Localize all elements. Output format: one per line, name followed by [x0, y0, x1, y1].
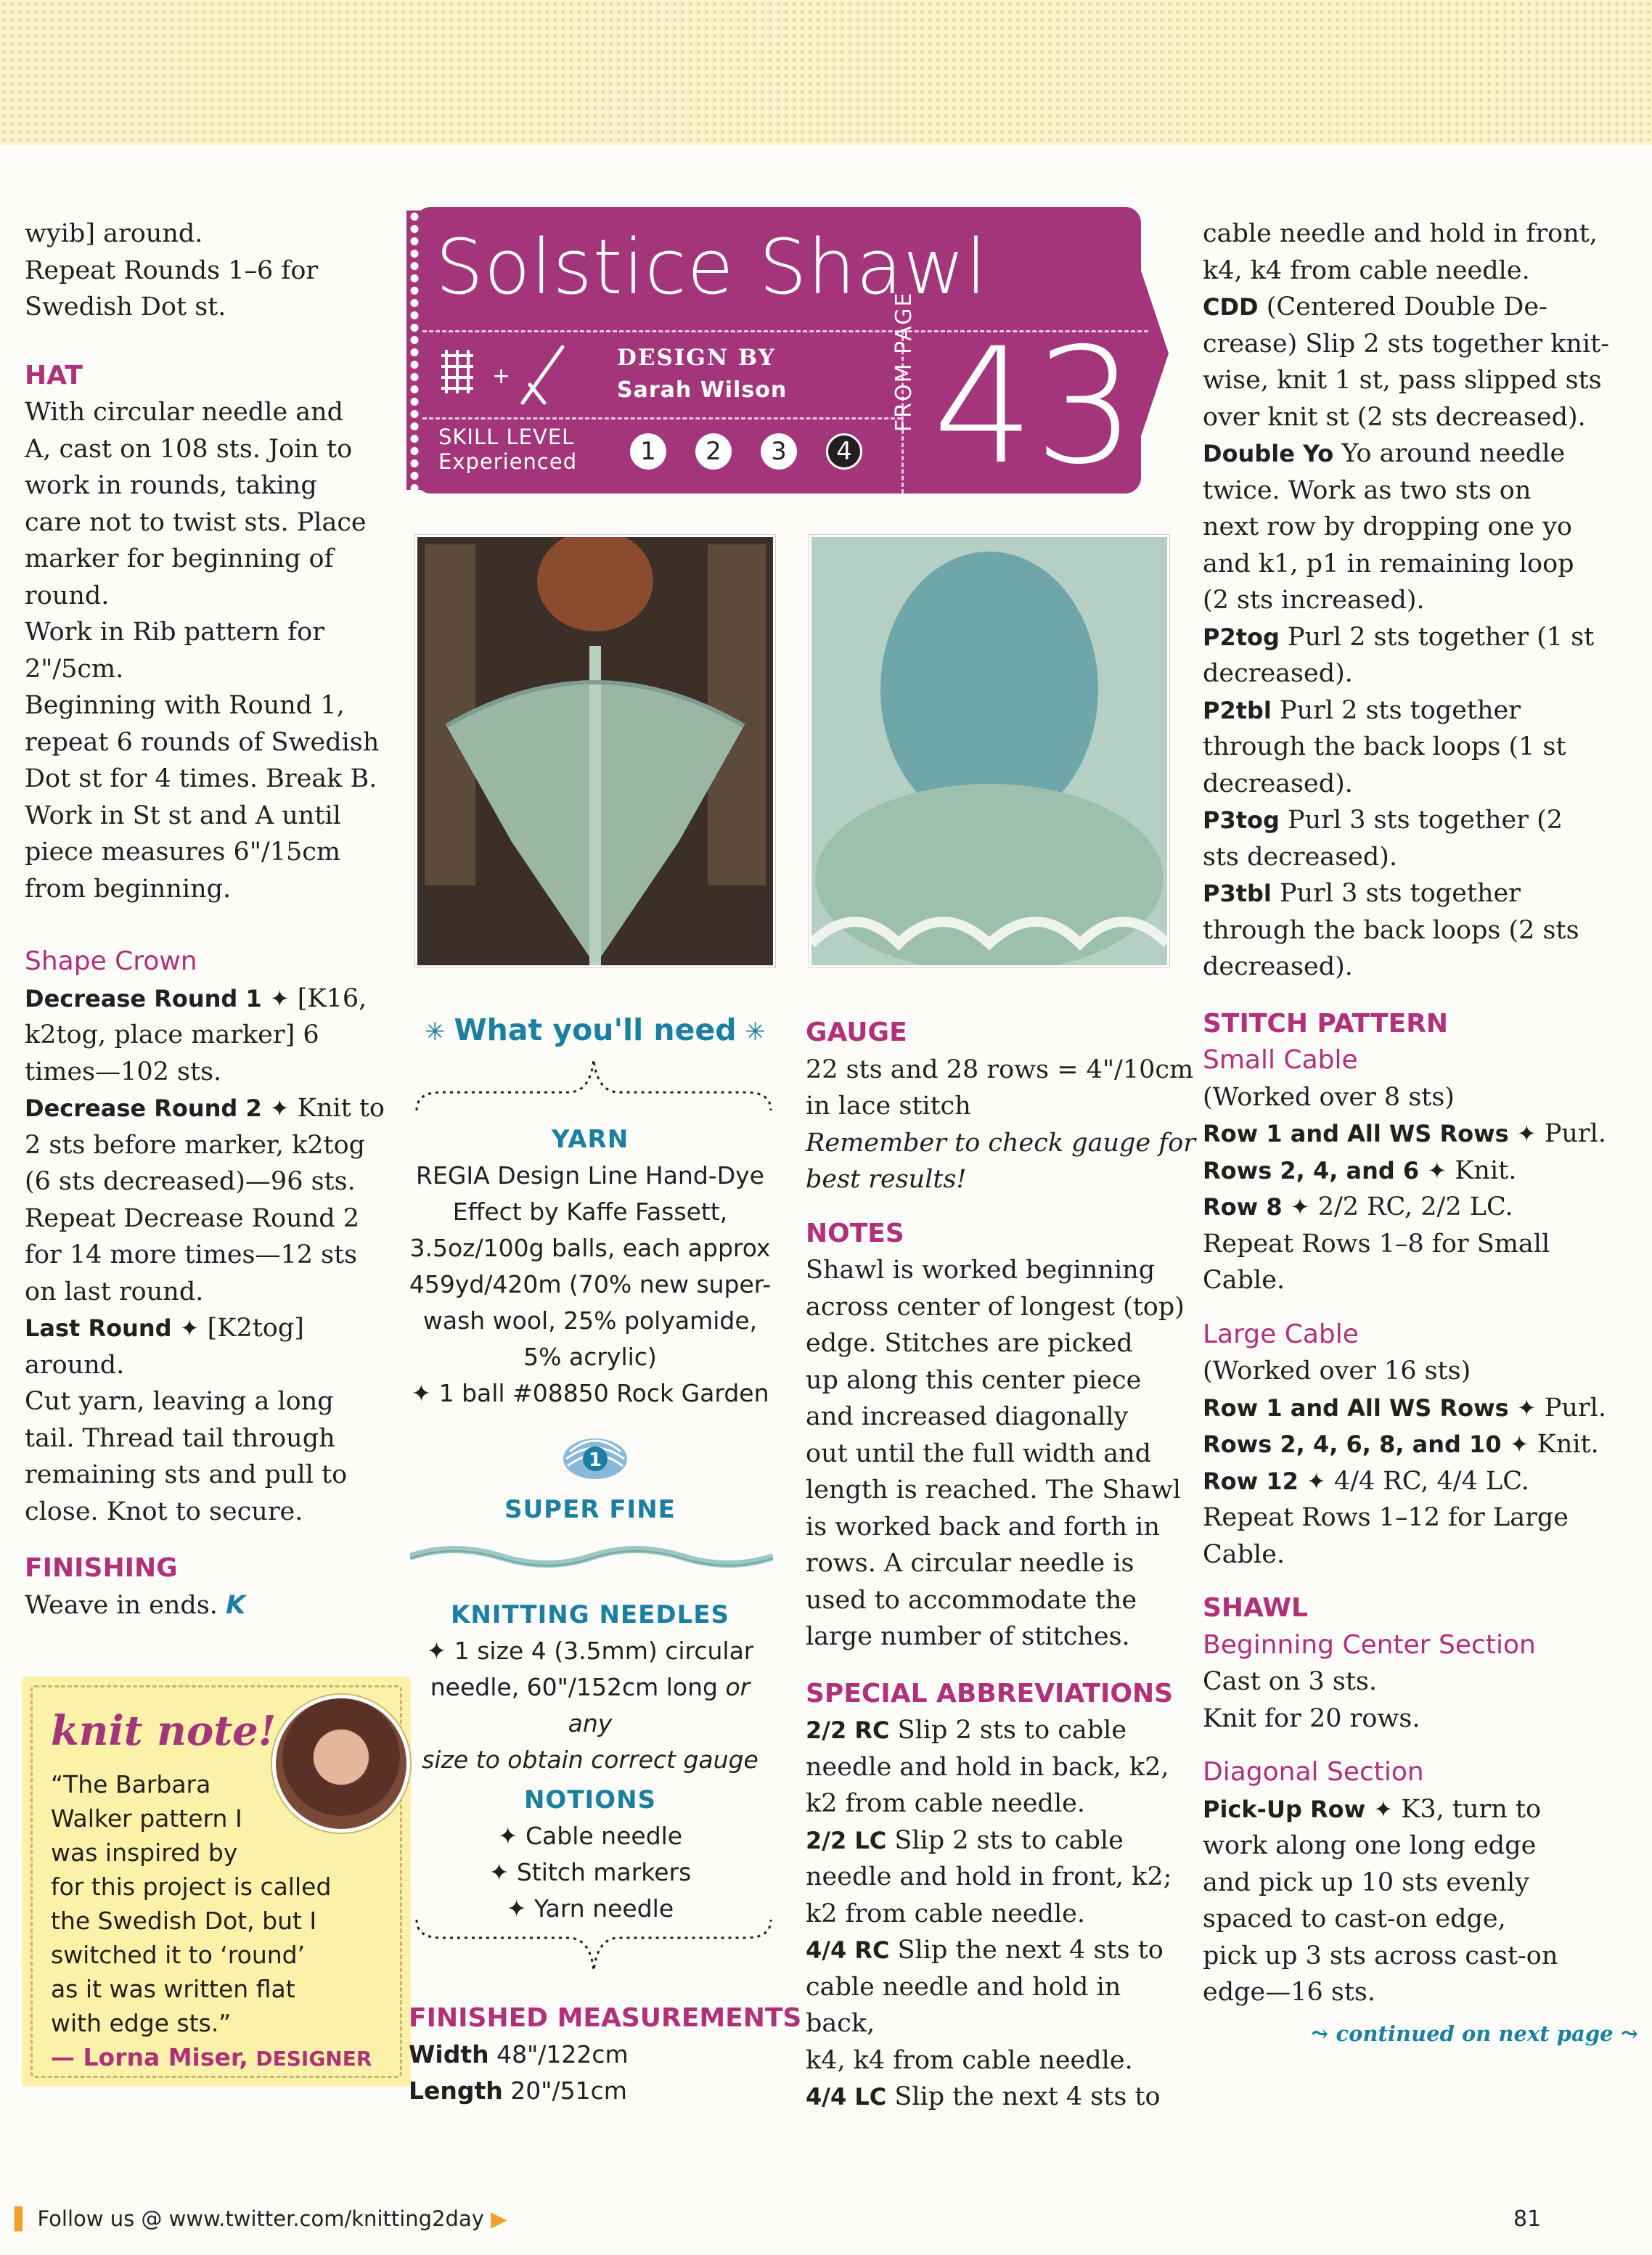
text-line: 3.5oz/100g balls, each approx	[409, 1234, 771, 1262]
text-line: was inspired by	[51, 1838, 238, 1867]
row-text: 2/2 RC, 2/2 LC.	[1317, 1192, 1513, 1221]
dec1-text: [K16,	[297, 983, 367, 1013]
text-line: wyib] around.	[25, 219, 203, 248]
definition-line	[1203, 692, 1638, 729]
width-value: 48"/122cm	[496, 2040, 629, 2068]
definition-line: through the back loops (1 st	[1203, 732, 1566, 761]
text-line: Cut yarn, leaving a long	[25, 1387, 334, 1416]
center-section-lines	[1203, 1663, 1638, 1737]
definition-term: Double Yo	[1203, 440, 1334, 467]
column-4	[1203, 216, 1638, 2052]
definition-text: Purl 2 sts together (1 st	[1288, 622, 1595, 652]
pick-up-lines	[1203, 1828, 1638, 2011]
sparkle-icon: ✳	[425, 1018, 454, 1047]
definition-line: and k1, p1 in remaining loop	[1203, 549, 1574, 578]
text-line: edge—16 sts.	[1203, 1978, 1376, 2007]
definitions-list	[1203, 289, 1638, 986]
definition-entry	[806, 1712, 1198, 1822]
needles-or-2: size to obtain correct gauge	[422, 1746, 758, 1774]
text-line: (6 sts decreased)—96 sts.	[25, 1167, 356, 1196]
definition-line	[806, 1712, 1198, 1749]
needles-line-2: needle, 60"/152cm long	[430, 1673, 718, 1701]
text-line: spaced to cast-on edge,	[1203, 1904, 1506, 1933]
text-line: A, cast on 108 sts. Join to	[25, 434, 353, 464]
text-line: edge. Stitches are picked	[806, 1329, 1133, 1358]
text-line: is worked back and forth in	[806, 1512, 1160, 1542]
text-line: Effect by Kaffe Fassett,	[452, 1198, 728, 1226]
banner-perforation	[406, 210, 422, 490]
knitting-icons	[436, 341, 602, 406]
lace-illustration	[811, 537, 1167, 965]
definition-term: 4/4 LC	[806, 2083, 887, 2111]
decorative-top-band	[0, 0, 1652, 145]
text-line: k2tog, place marker] 6	[25, 1020, 319, 1049]
pattern-row	[1203, 1116, 1638, 1153]
notions-list	[409, 1818, 772, 1927]
row-text: Purl.	[1544, 1119, 1606, 1148]
skill-level-1: 1	[630, 433, 666, 470]
definition-entry	[806, 1822, 1198, 1933]
text-line: for 14 more times—12 sts	[25, 1240, 358, 1269]
yarn-label: YARN	[551, 1125, 629, 1154]
definition-line	[806, 2079, 1198, 2116]
dec2-text: Knit to	[297, 1094, 385, 1123]
definition-line: crease) Slip 2 sts together knit-	[1203, 329, 1610, 359]
footer-arrow-icon: ▶	[483, 2206, 507, 2231]
text-line: Repeat Rows 1–12 for Large	[1203, 1503, 1569, 1532]
definition-text: Slip the next 4 sts to	[894, 2082, 1161, 2111]
skill-level-4-selected: 4	[826, 433, 862, 470]
stitch-pattern-heading: STITCH PATTERN	[1203, 1008, 1449, 1039]
from-page-label: FROM PAGE	[891, 291, 917, 432]
text-line: Cable.	[1203, 1539, 1285, 1569]
finishing-text: Weave in ends.	[25, 1590, 218, 1620]
text-line: wash wool, 25% polyamide,	[422, 1306, 758, 1335]
small-cable-worked: (Worked over 8 sts)	[1203, 1082, 1455, 1112]
text-line: Repeat Decrease Round 2	[25, 1203, 360, 1233]
text-line: remaining sts and pull to	[25, 1460, 348, 1489]
skill-level-3: 3	[761, 433, 797, 470]
yarn-strand-divider	[410, 1542, 773, 1571]
row-label: Row 8 ✦	[1203, 1193, 1310, 1221]
footer-bar-icon: ▌	[15, 2206, 38, 2231]
knit-note-title: knit note!	[51, 1707, 277, 1755]
definition-line: cable needle and hold in back,	[806, 1972, 1121, 2038]
text-line: “The Barbara	[51, 1770, 211, 1798]
definition-text: Purl 3 sts together (2	[1288, 806, 1563, 835]
definition-text: Slip 2 sts to cable	[894, 1825, 1124, 1855]
definition-text: Purl 2 sts together	[1280, 695, 1521, 725]
definition-line: decreased).	[1203, 659, 1353, 688]
pick-up-text: K3, turn to	[1401, 1794, 1542, 1824]
plus-icon: +	[492, 364, 511, 389]
text-line: Shawl is worked beginning	[806, 1256, 1156, 1285]
brace-bottom	[412, 1912, 775, 1978]
length-label: Length	[409, 2076, 503, 2105]
title-banner	[406, 207, 1169, 499]
definition-text: (Centered Double De-	[1266, 292, 1547, 322]
pattern-row	[1203, 1426, 1638, 1463]
text-line: Repeat Rounds 1–6 for	[25, 255, 319, 285]
diagonal-section-heading: Diagonal Section	[1203, 1757, 1424, 1787]
text-line: 2 sts before marker, k2tog	[25, 1130, 366, 1160]
definition-line: needle and hold in front, k2;	[806, 1862, 1172, 1891]
text-line: 5% acrylic)	[523, 1343, 657, 1371]
text-line: tail. Thread tail through	[25, 1423, 335, 1453]
text-line: best results!	[806, 1165, 967, 1194]
text-line: Cable.	[1203, 1266, 1285, 1295]
yarn-section	[409, 1121, 772, 1412]
k-logo-icon: K	[226, 1590, 246, 1620]
text-line: piece measures 6"/15cm	[25, 838, 341, 867]
text-line: round.	[25, 581, 110, 610]
knit-note-box	[22, 1677, 411, 2087]
text-line: Dot st for 4 times. Break B.	[25, 764, 377, 793]
text-line: With circular needle and	[25, 398, 344, 427]
hat-heading: HAT	[25, 360, 83, 390]
text-line: 459yd/420m (70% new super-	[409, 1270, 772, 1298]
text-line: with edge sts.”	[51, 2009, 232, 2037]
text-line: Walker pattern I	[51, 1804, 242, 1833]
row-text: Purl.	[1544, 1393, 1606, 1423]
shawl-illustration	[417, 537, 773, 965]
text-line: ✦ Yarn needle	[506, 1894, 674, 1923]
text-line: Work in Rib pattern for	[25, 618, 324, 647]
definition-line: twice. Work as two sts on	[1203, 475, 1532, 505]
needles-lines	[409, 1633, 772, 1669]
definition-term: P2tog	[1203, 623, 1280, 651]
definition-line	[1203, 802, 1638, 839]
notes-lines	[806, 1252, 1198, 1656]
finishing-heading: FINISHING	[25, 1553, 178, 1583]
text-line: Repeat Rows 1–8 for Small	[1203, 1229, 1550, 1259]
definition-entry	[1203, 802, 1638, 875]
needles-section	[409, 1597, 772, 1778]
definition-line: sts decreased).	[1203, 842, 1398, 872]
text-line: from beginning.	[25, 874, 232, 904]
notions-label: NOTIONS	[523, 1785, 657, 1814]
dec2-label: Decrease Round 2 ✦	[25, 1094, 290, 1122]
definition-line: next row by dropping one yo	[1203, 512, 1572, 541]
col1-top-lines	[25, 216, 402, 326]
text-line: close. Knot to secure.	[25, 1497, 303, 1526]
definition-line: (2 sts increased).	[1203, 586, 1425, 615]
definition-text: Slip the next 4 sts to	[897, 1936, 1164, 1965]
dec1-label: Decrease Round 1 ✦	[25, 984, 290, 1012]
page-number: 81	[1513, 2206, 1542, 2232]
text-line: REGIA Design Line Hand-Dye	[416, 1161, 764, 1190]
text-line: rows. A circular needle is	[806, 1549, 1134, 1578]
definition-entry	[1203, 692, 1638, 803]
sparkle-icon: ✳	[736, 1018, 766, 1047]
last-round-text: [K2tog]	[207, 1314, 304, 1343]
continued-note: ⤳ continued on next page ⤳	[1311, 2021, 1638, 2046]
lace-grid-icon	[441, 350, 473, 393]
definition-entry	[806, 2079, 1198, 2116]
shape-crown-heading: Shape Crown	[25, 946, 197, 976]
skill-level-value: Experienced	[438, 449, 578, 474]
text-line: and increased diagonally	[806, 1402, 1129, 1431]
definition-term: P3tbl	[1203, 880, 1272, 907]
small-cable-rows	[1203, 1116, 1638, 1226]
column-3	[806, 1015, 1198, 2116]
yarn-weight-icon	[559, 1433, 631, 1484]
text-line: used to accommodate the	[806, 1585, 1137, 1615]
definition-line	[806, 1822, 1198, 1859]
needles-or: or any	[568, 1673, 751, 1738]
definition-text: Purl 3 sts together	[1280, 879, 1521, 908]
text-line: up along this center piece	[806, 1365, 1142, 1395]
last-round-label: Last Round ✦	[25, 1314, 200, 1342]
lace-closeup-photo	[809, 535, 1169, 967]
text-line: Cast on 3 sts.	[1203, 1667, 1378, 1696]
row-label: Rows 2, 4, 6, 8, and 10 ✦	[1203, 1431, 1529, 1458]
definition-line: decreased).	[1203, 769, 1353, 798]
definition-text: Slip 2 sts to cable	[897, 1716, 1127, 1745]
skill-level-label: SKILL LEVEL	[438, 425, 575, 449]
notes-heading: NOTES	[806, 1218, 904, 1248]
dec1-lines	[25, 1017, 402, 1090]
knitting-needles-icon	[523, 347, 563, 403]
definition-line: decreased).	[1203, 952, 1353, 981]
yarn-weight-number: 1	[588, 1449, 602, 1471]
pattern-row	[1203, 1463, 1638, 1500]
definition-line: k2 from cable needle.	[806, 1899, 1085, 1928]
finished-measurements	[409, 2000, 801, 2109]
row-text: Knit.	[1537, 1430, 1599, 1459]
definition-entry	[1203, 875, 1638, 986]
definition-entry	[1203, 289, 1638, 435]
text-line: ✦ Stitch markers	[488, 1858, 692, 1886]
text-line: Knit for 20 rows.	[1203, 1703, 1420, 1733]
text-line: ✦ 1 size 4 (3.5mm) circular	[426, 1637, 754, 1665]
text-line: around.	[25, 1350, 125, 1380]
definition-term: P3tog	[1203, 806, 1280, 834]
shawl-back-photo	[415, 535, 775, 967]
knit-note-role: DESIGNER	[255, 2047, 372, 2071]
text-line: the Swedish Dot, but I	[51, 1907, 317, 1935]
yarn-lines	[409, 1158, 772, 1375]
abbreviations-list	[806, 1712, 1198, 2116]
text-line: repeat 6 rounds of Swedish	[25, 727, 380, 757]
text-line: and pick up 10 sts evenly	[1203, 1867, 1530, 1897]
large-cable-worked: (Worked over 16 sts)	[1203, 1356, 1471, 1386]
definition-line	[1203, 619, 1638, 656]
pattern-row	[1203, 1390, 1638, 1427]
knit-note-quote	[51, 1767, 392, 2040]
hat-text	[25, 394, 402, 907]
text-line: on last round.	[25, 1277, 204, 1306]
text-line: work in rounds, taking	[25, 471, 317, 500]
gauge-lines	[806, 1052, 1198, 1125]
small-cable-heading: Small Cable	[1203, 1045, 1358, 1075]
definition-line	[1203, 435, 1638, 472]
text-line: out until the full width and	[806, 1438, 1152, 1468]
large-cable-repeat	[1203, 1499, 1638, 1573]
shawl-heading: SHAWL	[1203, 1593, 1308, 1623]
definition-line: over knit st (2 sts decreased).	[1203, 402, 1586, 432]
gauge-heading: GAUGE	[806, 1018, 907, 1047]
pattern-row	[1203, 1153, 1638, 1190]
pick-up-label: Pick-Up Row ✦	[1203, 1795, 1394, 1823]
text-line: switched it to ‘round’	[51, 1941, 306, 1969]
row-label: Row 12 ✦	[1203, 1467, 1326, 1495]
text-line: for this project is called	[51, 1873, 332, 1901]
abbreviations-heading: SPECIAL ABBREVIATIONS	[806, 1678, 1174, 1708]
text-line: Swedish Dot st.	[25, 292, 226, 322]
definition-term: 2/2 LC	[806, 1826, 887, 1854]
from-page-number: 43	[933, 314, 1136, 499]
col4-top-lines	[1203, 216, 1638, 289]
text-line: Remember to check gauge for	[806, 1128, 1195, 1158]
definition-entry	[1203, 435, 1638, 619]
designer-name: Sarah Wilson	[617, 377, 788, 403]
text-line: care not to twist sts. Place	[25, 507, 367, 537]
center-section-heading: Beginning Center Section	[1203, 1629, 1536, 1660]
definition-entry	[1203, 619, 1638, 692]
text-line: pick up 3 sts across cast-on	[1203, 1941, 1558, 1970]
dec2-lines	[25, 1127, 402, 1311]
definition-line: wise, knit 1 st, pass slipped sts	[1203, 366, 1602, 395]
design-by-label: DESIGN BY	[617, 345, 776, 371]
text-line: cable needle and hold in front,	[1203, 219, 1598, 248]
column-1	[25, 216, 402, 1624]
arrow-icon: ⤳	[1613, 2021, 1638, 2046]
definition-text: Yo around needle	[1341, 439, 1566, 468]
text-line: 22 sts and 28 rows = 4"/10cm	[806, 1055, 1194, 1084]
arrow-icon: ⤳	[1311, 2021, 1336, 2046]
text-line: Beginning with Round 1,	[25, 691, 345, 720]
large-cable-heading: Large Cable	[1203, 1319, 1359, 1349]
footer-social[interactable]: ▌ Follow us @ www.twitter.com/knitting2day ▶	[15, 2206, 507, 2231]
definition-line	[1203, 289, 1638, 326]
knit-note-signature: — Lorna Miser,	[51, 2043, 248, 2071]
knit-note-text	[51, 1767, 392, 2076]
definition-term: CDD	[1203, 293, 1259, 321]
width-label: Width	[409, 2040, 489, 2068]
row-label: Rows 2, 4, and 6 ✦	[1203, 1156, 1447, 1184]
skill-level-2: 2	[695, 433, 732, 470]
notions-section	[409, 1782, 772, 1927]
row-label: Row 1 and All WS Rows ✦	[1203, 1393, 1537, 1422]
small-cable-repeat	[1203, 1226, 1638, 1299]
text-line: Work in St st and A until	[25, 801, 341, 830]
definition-term: 2/2 RC	[806, 1716, 890, 1744]
yarn-weight-label: SUPER FINE	[504, 1495, 676, 1524]
definition-term: P2tbl	[1203, 696, 1272, 724]
large-cable-rows	[1203, 1390, 1638, 1500]
last-round-lines	[25, 1347, 402, 1531]
text-line: 2"/5cm.	[25, 654, 124, 684]
row-text: 4/4 RC, 4/4 LC.	[1333, 1466, 1529, 1496]
banner-divider-2	[422, 417, 901, 420]
finished-heading: FINISHED MEASUREMENTS	[409, 2003, 802, 2033]
definition-entry	[806, 1932, 1198, 2079]
row-text: Knit.	[1455, 1155, 1517, 1185]
definition-line: needle and hold in back, k2,	[806, 1752, 1169, 1782]
length-value: 20"/51cm	[510, 2076, 627, 2105]
skill-level	[438, 425, 577, 474]
text-line: in lace stitch	[806, 1092, 971, 1121]
definition-term: 4/4 RC	[806, 1936, 890, 1964]
text-line: as it was written flat	[51, 1975, 295, 2003]
pattern-row	[1203, 1189, 1638, 1226]
text-line: length is reached. The Shawl	[806, 1476, 1181, 1505]
definition-line: k4, k4 from cable needle.	[806, 2045, 1133, 2075]
text-line: times—102 sts.	[25, 1057, 222, 1086]
definition-line: through the back loops (2 sts	[1203, 915, 1579, 945]
brace-top	[412, 1052, 775, 1118]
definition-line	[1203, 875, 1638, 912]
text-line: large number of stitches.	[806, 1622, 1130, 1651]
banner-tip	[1132, 245, 1169, 462]
text-line: k4, k4 from cable needle.	[1203, 255, 1530, 285]
definition-line: k2 from cable needle.	[806, 1789, 1085, 1818]
text-line: work along one long edge	[1203, 1831, 1537, 1860]
needles-label: KNITTING NEEDLES	[451, 1600, 729, 1629]
text-line: marker for beginning of	[25, 544, 334, 573]
text-line: across center of longest (top)	[806, 1292, 1185, 1322]
what-you-need-heading: ✳ What you'll need ✳	[425, 1012, 766, 1047]
row-label: Row 1 and All WS Rows ✦	[1203, 1120, 1537, 1147]
text-line: ✦ Cable needle	[497, 1822, 683, 1850]
yarn-ball: ✦ 1 ball #08850 Rock Garden	[411, 1379, 769, 1407]
gauge-italic	[806, 1125, 1198, 1198]
definition-line	[806, 1932, 1198, 1969]
pattern-title: Solstice Shawl	[436, 223, 988, 311]
